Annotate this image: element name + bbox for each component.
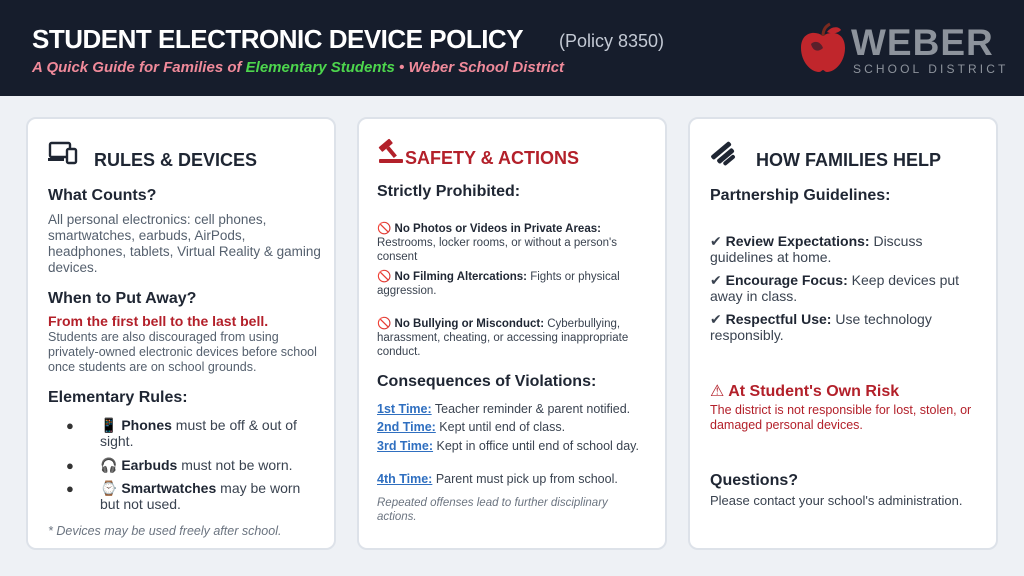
questions-text: Please contact your school's administration.: [710, 493, 963, 508]
when-text: Students are also discouraged from using privately-owned electronic devices before school once students are on school grounds.: [48, 330, 317, 374]
guideline-item: [710, 311, 980, 343]
page-header: [0, 0, 1024, 96]
bullet-dot: ●: [66, 481, 74, 496]
guideline-item: [710, 233, 980, 265]
prohibition-item: [377, 270, 649, 298]
families-heading: HOW FAMILIES HELP: [756, 150, 942, 170]
prohibition-item: [377, 317, 649, 359]
consequences-title: Consequences of Violations:: [377, 373, 597, 390]
rule-item-phones: [100, 417, 320, 449]
prohibited-title: Strictly Prohibited:: [377, 183, 521, 200]
prohibition-item: [377, 222, 649, 264]
handshake-icon: [710, 141, 738, 167]
guideline-text: Discuss guidelines at home.: [710, 233, 923, 265]
policy-number: (Policy 8350): [559, 31, 665, 51]
guideline-text: Keep devices put away in class.: [710, 272, 960, 304]
consequence-label: 2nd Time:: [377, 420, 436, 434]
consequence-text: Kept until end of class.: [435, 420, 566, 434]
safety-actions-card: [357, 117, 667, 550]
guideline-bold: Encourage Focus:: [725, 272, 848, 288]
risk-title-text: At Student's Own Risk: [728, 383, 900, 400]
rule-bold: Earbuds: [121, 457, 178, 473]
apple-logo-icon: [797, 22, 849, 74]
headphones-icon: 🎧: [100, 457, 118, 473]
rule-item-smartwatches: [100, 480, 320, 512]
subtitle-pre: A Quick Guide for Families of: [32, 59, 246, 76]
consequence-item: [377, 420, 652, 435]
consequences-note: Repeated offenses lead to further disciplinary actions.: [377, 497, 608, 523]
logo-name: WEBER: [851, 22, 994, 63]
prohibition-text: Fights or physical aggression.: [377, 271, 620, 297]
consequence-label: 1st Time:: [377, 402, 432, 416]
rule-item-earbuds: [100, 457, 320, 473]
prohibition-bold: No Photos or Videos in Private Areas:: [394, 223, 601, 235]
when-title: When to Put Away?: [48, 290, 197, 307]
consequence-item: [377, 402, 652, 417]
families-help-card: [688, 117, 998, 550]
prohibited-icon: 🚫: [377, 318, 392, 330]
devices-icon: [48, 141, 78, 165]
what-counts-title: What Counts?: [48, 187, 157, 204]
prohibited-icon: 🚫: [377, 271, 392, 283]
prohibition-text: Restrooms, locker rooms, or without a person's consent: [377, 237, 617, 263]
guideline-bold: Review Expectations:: [725, 233, 870, 249]
subtitle-post: • Weber School District: [394, 59, 565, 76]
consequence-text: Teacher reminder & parent notified.: [431, 402, 631, 416]
prohibition-bold: No Bullying or Misconduct:: [394, 318, 545, 330]
district-logo: [797, 20, 1009, 80]
rules-devices-card: [26, 117, 336, 550]
rule-text: must not be worn.: [177, 457, 293, 473]
what-counts-text: All personal electronics: cell phones, smartwatches, earbuds, AirPods, headphones, tablets, Virtual Reality & gaming devices.: [48, 212, 321, 275]
prohibited-icon: 🚫: [377, 223, 392, 235]
rules-heading: RULES & DEVICES: [94, 150, 258, 170]
check-icon: ✔: [710, 272, 722, 288]
warning-icon: ⚠: [710, 383, 725, 400]
bullet-dot: ●: [66, 418, 74, 433]
prohibition-text: Cyberbullying, harassment, cheating, or accessing inappropriate conduct.: [377, 318, 629, 358]
guideline-text: Use technology responsibly.: [710, 311, 932, 343]
elementary-rules-title: Elementary Rules:: [48, 389, 188, 406]
check-icon: ✔: [710, 311, 722, 327]
bullet-dot: ●: [66, 458, 74, 473]
rule-text: may be worn but not used.: [100, 480, 301, 512]
consequence-text: Parent must pick up from school.: [432, 472, 618, 486]
subtitle-highlight: Elementary Students: [245, 59, 395, 76]
consequence-text: Kept in office until end of school day.: [433, 439, 639, 453]
page-subtitle: [32, 59, 564, 76]
guideline-item: [710, 272, 980, 304]
phone-icon: 📱: [100, 417, 118, 433]
consequence-label: 4th Time:: [377, 472, 433, 486]
safety-heading: SAFETY & ACTIONS: [405, 148, 580, 168]
partnership-title: Partnership Guidelines:: [710, 187, 891, 204]
rule-bold: Phones: [121, 417, 172, 433]
rule-text: must be off & out of sight.: [100, 417, 297, 449]
risk-title: [710, 381, 899, 401]
consequence-item: [377, 439, 652, 454]
check-icon: ✔: [710, 233, 722, 249]
risk-text: The district is not responsible for lost, stolen, or damaged personal devices.: [710, 403, 972, 432]
gavel-icon: [377, 138, 405, 164]
logo-subtitle: SCHOOL DISTRICT: [853, 62, 1009, 76]
rule-bold: Smartwatches: [121, 480, 217, 496]
when-highlight: From the first bell to the last bell.: [48, 313, 269, 329]
rules-footnote: * Devices may be used freely after school.: [48, 524, 282, 538]
guideline-bold: Respectful Use:: [725, 311, 832, 327]
consequence-item: [377, 472, 652, 487]
consequence-label: 3rd Time:: [377, 439, 434, 453]
page-title: STUDENT ELECTRONIC DEVICE POLICY: [32, 24, 524, 54]
prohibition-bold: No Filming Altercations:: [394, 271, 528, 283]
watch-icon: ⌚: [100, 480, 118, 496]
questions-title: Questions?: [710, 472, 799, 489]
